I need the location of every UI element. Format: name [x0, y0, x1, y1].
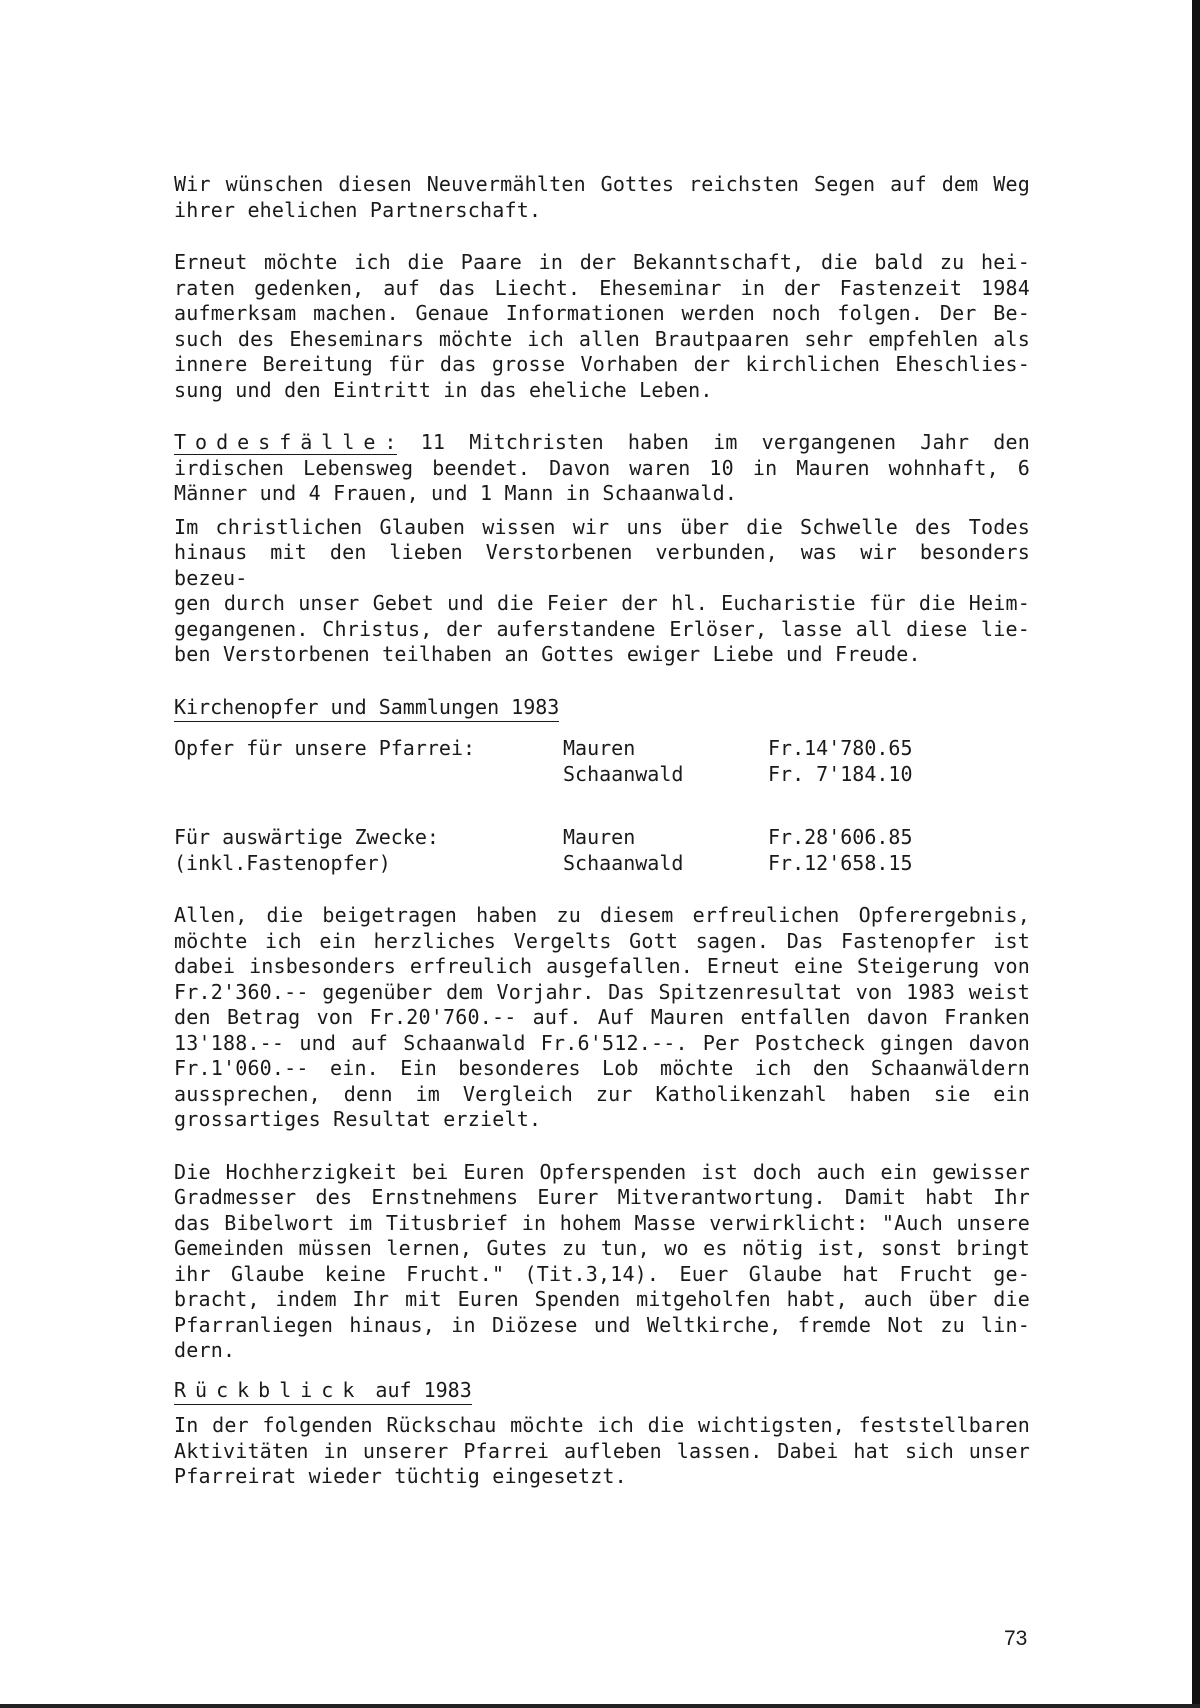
page-number: 73 [1004, 1627, 1028, 1650]
scan-edge-right [1192, 0, 1200, 1708]
offer-group-sublabel: (inkl.Fastenopfer) [174, 850, 391, 875]
offer-amount: Fr.12'658.15 [768, 850, 913, 875]
text-line: Allen, die beigetragen haben zu diesem erfreulichen Opferergebnis, [174, 903, 1030, 927]
text-line: 13'188.-- und auf Schaanwald Fr.6'512.--. Per Postcheck gingen davon [174, 1030, 1030, 1055]
text-line: bracht, indem Ihr mit Euren Spenden mitgeholfen habt, auch über die [174, 1287, 1030, 1311]
text-line: hinaus mit den lieben Verstorbenen verbunden, was wir besonders bezeu- [174, 540, 1030, 590]
text-line: aufmerksam machen. Genaue Informationen werden noch folgen. Der Be- [174, 301, 1030, 325]
text-line: Gradmesser des Ernstnehmens Eurer Mitverantwortung. Damit habt Ihr [174, 1185, 1030, 1209]
text-line: Todesfälle: 11 Mitchristen haben im vergangenen Jahr den [174, 430, 1030, 454]
table-row [174, 851, 1030, 877]
text-line: Aktivitäten in unserer Pfarrei aufleben lassen. Dabei hat sich unser [174, 1438, 1030, 1463]
offer-place: Mauren [563, 736, 636, 760]
text-line: den Betrag von Fr.20'760.-- auf. Auf Mauren entfallen davon Franken [174, 1005, 1030, 1029]
text-line: möchte ich ein herzliches Vergelts Gott sagen. Das Fastenopfer ist [174, 928, 1030, 953]
text-line: Pfarreirat wieder tüchtig eingesetzt. [174, 1464, 627, 1488]
text-line: Pfarranliegen hinaus, in Diözese und Weltkirche, fremde Not zu lin- [174, 1312, 1030, 1337]
offer-amount: Fr.14'780.65 [768, 736, 913, 760]
offer-group-label: Für auswärtige Zwecke: [174, 825, 439, 849]
text-line: ben Verstorbenen teilhaben an Gottes ewiger Liebe und Freude. [174, 642, 921, 666]
text-line: gegangenen. Christus, der auferstandene Erlöser, lasse all diese lie- [174, 616, 1030, 641]
text-line: Im christlichen Glauben wissen wir uns über die Schwelle des Todes [174, 514, 1030, 539]
offer-place: Schaanwald [563, 850, 684, 875]
paragraph-seminar [174, 250, 1030, 403]
offer-amount: Fr. 7'184.10 [768, 761, 913, 786]
text-line: Männer und 4 Frauen, und 1 Mann in Schaanwald. [174, 481, 738, 505]
text-line: das Bibelwort im Titusbrief in hohem Masse verwirklicht: "Auch unsere [174, 1210, 1030, 1235]
table-row [174, 762, 1030, 788]
scan-edge-bottom [0, 1704, 1200, 1708]
text-line: Wir wünschen diesen Neuvermählten Gottes reichsten Segen auf dem Weg [174, 172, 1030, 196]
paragraph-blessing [174, 172, 1030, 223]
table-row [174, 736, 1030, 762]
paragraph-generosity [174, 1160, 1030, 1364]
text-line: Gemeinden müssen lernen, Gutes zu tun, wo es nötig ist, sonst bringt [174, 1236, 1030, 1260]
text-line: grossartiges Resultat erzielt. [174, 1107, 542, 1131]
text-line: aussprechen, denn im Vergleich zur Katholikenzahl haben sie ein [174, 1081, 1030, 1106]
paragraph-review [174, 1413, 1030, 1490]
text-line: Fr.1'060.-- ein. Ein besonderes Lob möchte ich den Schaanwäldern [174, 1056, 1030, 1080]
text-line: Fr.2'360.-- gegenüber dem Vorjahr. Das Spitzenresultat von 1983 weist [174, 979, 1030, 1004]
text-line: such des Eheseminars möchte ich allen Brautpaaren sehr empfehlen als [174, 326, 1030, 351]
document-page [174, 172, 1030, 1490]
text-line: dern. [174, 1338, 236, 1362]
deaths-heading: Todesfälle: [174, 430, 397, 454]
review-heading: Rückblick auf 1983 [174, 1378, 472, 1406]
text-line: dabei insbesonders erfreulich ausgefallen. Erneut eine Steigerung von [174, 954, 1030, 978]
offer-group-label: Opfer für unsere Pfarrei: [174, 736, 476, 760]
text-line: innere Bereitung für das grosse Vorhaben der kirchlichen Eheschlies- [174, 352, 1030, 376]
paragraph-faith [174, 515, 1030, 668]
text-line: ihr Glaube keine Frucht." (Tit.3,14). Euer Glaube hat Frucht ge- [174, 1261, 1030, 1286]
offer-group-sublabel [174, 762, 563, 788]
paragraph-deaths [174, 430, 1030, 507]
text-line: gen durch unser Gebet und die Feier der hl. Eucharistie für die Heim- [174, 591, 1030, 615]
offer-place: Mauren [563, 825, 636, 849]
text-line: irdischen Lebensweg beendet. Davon waren 10 in Mauren wohnhaft, 6 [174, 455, 1030, 480]
text-line: Die Hochherzigkeit bei Euren Opferspenden ist doch auch ein gewisser [174, 1159, 1030, 1184]
offerings-heading: Kirchenopfer und Sammlungen 1983 [174, 695, 559, 723]
text-line: sung und den Eintritt in das eheliche Leben. [174, 377, 713, 402]
offer-amount: Fr.28'606.85 [768, 825, 913, 849]
table-row [174, 825, 1030, 851]
text-line: Erneut möchte ich die Paare in der Bekanntschaft, die bald zu hei- [174, 250, 1030, 274]
text-line: raten gedenken, auf das Liecht. Eheseminar in der Fastenzeit 1984 [174, 275, 1030, 300]
offerings-table [174, 736, 1030, 876]
text-line: ihrer ehelichen Partnerschaft. [174, 197, 542, 222]
offer-place: Schaanwald [563, 761, 684, 786]
text-line: In der folgenden Rückschau möchte ich die wichtigsten, feststellbaren [174, 1413, 1030, 1437]
paragraph-thanks [174, 903, 1030, 1133]
